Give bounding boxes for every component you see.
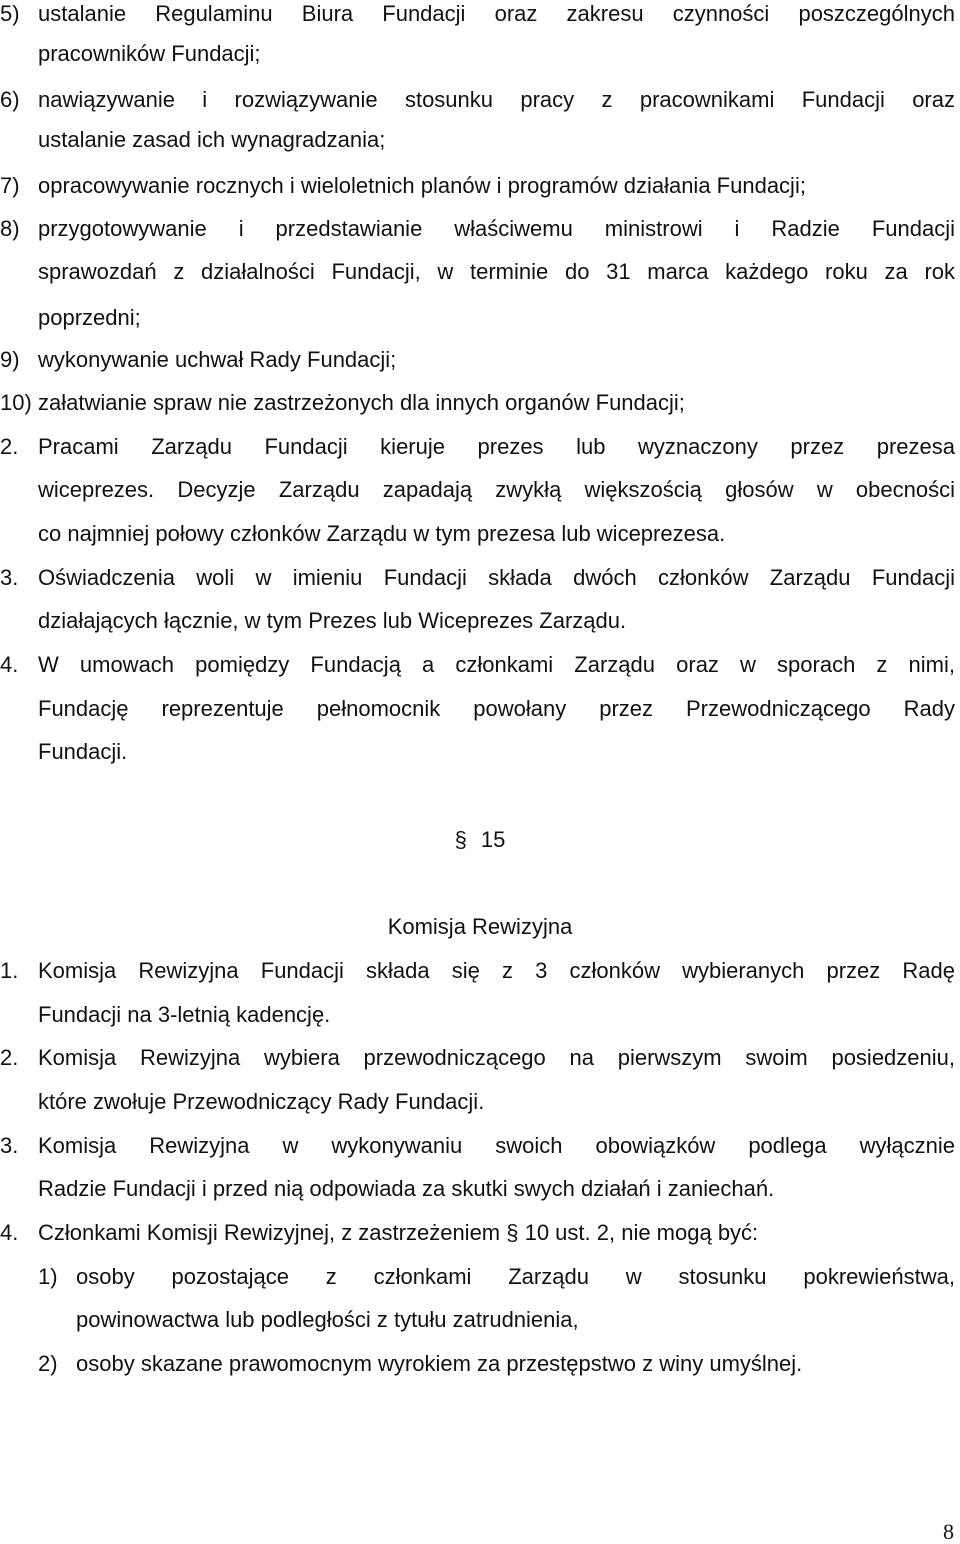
point-text: co najmniej połowy członków Zarządu w tym prezesa lub wiceprezesa. [38,521,726,546]
list-item-text: wykonywanie uchwał Rady Fundacji; [38,347,397,372]
list-item-text: załatwianie spraw nie zastrzeżonych dla innych organów Fundacji; [38,390,685,415]
point-text: Fundację reprezentuje pełnomocnik powołany przez Przewodniczącego Rady [38,696,955,721]
sub-item-text: osoby skazane prawomocnym wyrokiem za przestępstwo z winy umyślnej. [76,1351,803,1376]
point-text: Fundacji. [38,739,128,764]
list-number: 7) [0,173,20,198]
sub-item-text: powinowactwa lub podległości z tytułu zatrudnienia, [76,1307,579,1332]
list-item-text: przygotowywanie i przedstawianie właściwemu ministrowi i Radzie Fundacji [38,216,955,241]
point-text: które zwołuje Przewodniczący Rady Fundacji. [38,1089,485,1114]
section-title: Komisja Rewizyjna [387,914,573,939]
point-text: Komisja Rewizyjna Fundacji składa się z 3 członków wybieranych przez Radę [38,958,955,983]
sub-item-number: 1) [38,1264,58,1289]
point-number: 4. [0,1220,19,1245]
point-number: 2. [0,434,19,459]
page-number: 8 [943,1519,954,1544]
point-text: Członkami Komisji Rewizyjnej, z zastrzeżeniem § 10 ust. 2, nie mogą być: [38,1220,759,1245]
point-text: wiceprezes. Decyzje Zarządu zapadają zwykłą większością głosów w obecności [38,477,955,502]
point-text: Komisja Rewizyjna wybiera przewodniczącego na pierwszym swoim posiedzeniu, [38,1045,955,1070]
point-text: Oświadczenia woli w imieniu Fundacji składa dwóch członków Zarządu Fundacji [38,565,955,590]
section-number: 15 [480,827,506,852]
point-text: W umowach pomiędzy Fundacją a członkami Zarządu oraz w sporach z nimi, [38,652,955,677]
list-number: 6) [0,87,20,112]
list-item-text: nawiązywanie i rozwiązywanie stosunku pracy z pracownikami Fundacji oraz [38,87,955,112]
list-number: 8) [0,216,20,241]
point-text: działających łącznie, w tym Prezes lub Wiceprezes Zarządu. [38,608,627,633]
point-number: 3. [0,565,19,590]
list-item-text: sprawozdań z działalności Fundacji, w terminie do 31 marca każdego roku za rok [38,259,955,284]
point-text: Pracami Zarządu Fundacji kieruje prezes lub wyznaczony przez prezesa [38,434,955,459]
point-number: 3. [0,1133,19,1158]
point-text: Komisja Rewizyjna w wykonywaniu swoich obowiązków podlega wyłącznie [38,1133,955,1158]
section-heading [0,826,960,854]
point-number: 2. [0,1045,19,1070]
section-sign: § [454,827,467,852]
point-text: Radzie Fundacji i przed nią odpowiada za skutki swych działań i zaniechań. [38,1176,775,1201]
list-item-text: ustalanie zasad ich wynagradzania; [38,127,386,152]
sub-item-text: osoby pozostające z członkami Zarządu w stosunku pokrewieństwa, [76,1264,955,1289]
point-number: 1. [0,958,19,983]
list-item-text: ustalanie Regulaminu Biura Fundacji oraz zakresu czynności poszczególnych [38,1,955,26]
point-text: Fundacji na 3-letnią kadencję. [38,1002,331,1027]
list-number: 10) [0,390,32,415]
list-item-text: pracowników Fundacji; [38,41,261,66]
list-item-text: poprzedni; [38,305,141,330]
list-item-text: opracowywanie rocznych i wieloletnich planów i programów działania Fundacji; [38,173,806,198]
list-number: 5) [0,1,20,26]
point-number: 4. [0,652,19,677]
sub-item-number: 2) [38,1351,58,1376]
list-number: 9) [0,347,20,372]
